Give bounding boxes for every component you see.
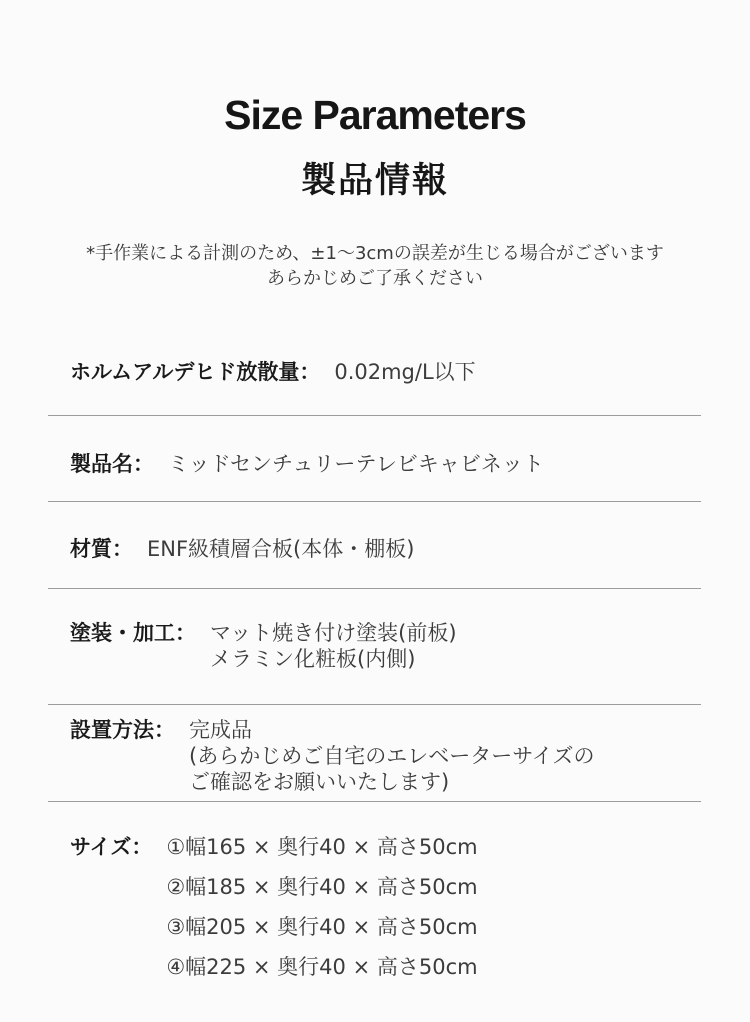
finish-line-1: マット焼き付け塗装(前板) [210,621,457,645]
spec-row-finish [70,620,710,672]
divider [48,704,701,705]
spec-value-sizes [166,827,477,987]
spec-label-installation: 設置方法： [70,718,175,742]
installation-line-2: (あらかじめご自宅のエレベーターサイズの [189,744,595,768]
spec-row-sizes [70,827,710,987]
size-option-1: ①幅165 × 奥行40 × 高さ50cm [166,835,478,859]
spec-row-formaldehyde [70,359,710,385]
spec-value-formaldehyde: 0.02mg/L以下 [334,360,476,384]
spec-label-material: 材質： [70,537,133,561]
size-option-3: ③幅205 × 奥行40 × 高さ50cm [166,915,478,939]
spec-row-installation [70,717,710,795]
page-title-jp: 製品情報 [300,161,449,201]
size-option-2: ②幅185 × 奥行40 × 高さ50cm [166,875,478,899]
finish-line-2: メラミン化粧板(内側) [210,647,416,671]
page-title-en: Size Parameters [224,92,526,138]
spec-label-sizes: サイズ： [70,835,153,859]
spec-row-material [70,536,710,562]
divider [48,501,701,502]
divider [48,415,701,416]
installation-line-3: ご確認をお願いいたします) [189,770,450,794]
spec-label-product-name: 製品名： [70,452,154,476]
spec-row-product-name [70,451,710,477]
divider [48,588,701,589]
spec-label-finish: 塗装・加工： [70,621,196,645]
spec-value-installation [189,717,595,795]
spec-label-formaldehyde: ホルムアルデヒド放散量： [70,360,321,384]
note-line-1: *手作業による計測のため、±1～3cmの誤差が生じる場合がございます [86,243,664,264]
spec-value-product-name: ミッドセンチュリーテレビキャビネット [168,452,544,476]
spec-value-material: ENF級積層合板(本体・棚板) [147,537,415,561]
measurement-note [0,241,750,291]
divider [48,801,701,802]
size-option-4: ④幅225 × 奥行40 × 高さ50cm [166,955,478,979]
installation-line-1: 完成品 [189,718,252,742]
spec-value-finish [210,620,457,672]
note-line-2: あらかじめご了承ください [267,268,483,289]
